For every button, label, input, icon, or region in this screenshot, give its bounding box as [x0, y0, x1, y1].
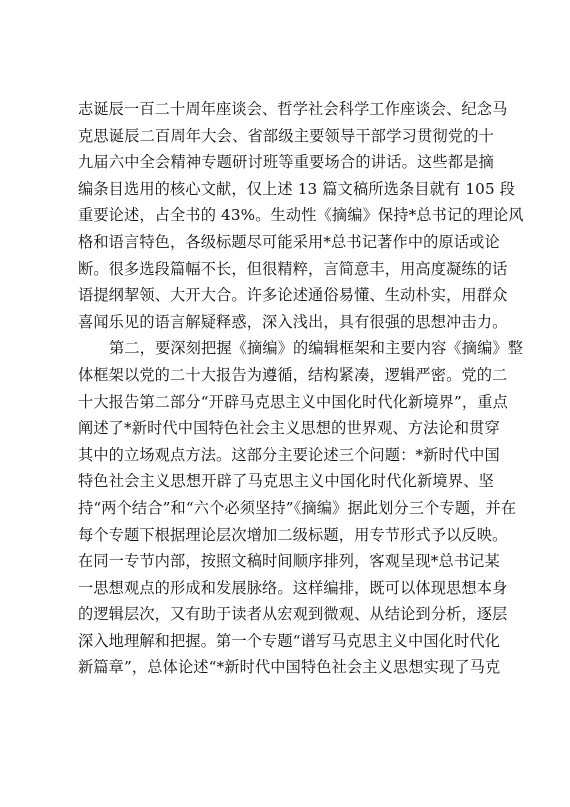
text-line: 十大报告第二部分“开辟马克思主义中国化时代化新境界”，重点: [78, 392, 508, 411]
text-line: 克思诞辰二百周年大会、省部级主要领导干部学习贯彻党的十: [78, 126, 494, 145]
body-text: [78, 96, 524, 681]
text-line: 阐述了*新时代中国特色社会主义思想的世界观、方法论和贯穿: [78, 419, 500, 438]
text-line: 编条目选用的核心文献，仅上述 13 篇文稿所选条目就有 105 段: [78, 179, 516, 198]
text-line: 持“两个结合”和“六个必须坚持”《摘编》据此划分三个专题，并在: [78, 498, 517, 517]
paragraph-start-line: 第二，要深刻把握《摘编》的编辑框架和主要内容《摘编》整: [109, 339, 524, 358]
text-line: 喜闻乐见的语言解疑释惑，深入浅出，具有很强的思想冲击力。: [78, 312, 508, 331]
text-line: 体框架以党的二十大报告为遵循，结构紧凑，逻辑严密。党的二: [78, 365, 508, 384]
text-line: 志诞辰一百二十周年座谈会、哲学社会科学工作座谈会、纪念马: [78, 100, 508, 118]
text-line: 新篇章”，总体论述“*新时代中国特色社会主义思想实现了马克: [78, 658, 501, 677]
text-line: 语提纲挈领、大开大合。许多论述通俗易懂、生动朴实，用群众: [78, 286, 508, 305]
text-line: 在同一专节内部，按照文稿时间顺序排列，客观呈现*总书记某: [78, 552, 500, 571]
text-line: 九届六中全会精神专题研讨班等重要场合的讲话。这些都是摘: [78, 153, 494, 172]
text-line: 断。很多选段篇幅不长，但很精粹，言简意丰，用高度凝练的话: [78, 259, 508, 278]
text-line: 重要论述，占全书的 43%。生动性《摘编》保持*总书记的理论风: [78, 206, 524, 225]
text-line: 一思想观点的形成和发展脉络。这样编排，既可以体现思想本身: [78, 578, 508, 597]
text-line: 格和语言特色，各级标题尽可能采用*总书记著作中的原话或论: [78, 232, 500, 251]
text-line: 每个专题下根据理论层次增加二级标题，用专节形式予以反映。: [78, 525, 508, 544]
text-line: 其中的立场观点方法。这部分主要论述三个问题：*新时代中国: [78, 445, 500, 464]
text-line: 的逻辑层次，又有助于读者从宏观到微观、从结论到分析，逐层: [78, 605, 508, 624]
text-line: 深入地理解和把握。第一个专题“谱写马克思主义中国化时代化: [78, 631, 501, 650]
text-line: 特色社会主义思想开辟了马克思主义中国化时代化新境界、坚: [78, 472, 494, 491]
